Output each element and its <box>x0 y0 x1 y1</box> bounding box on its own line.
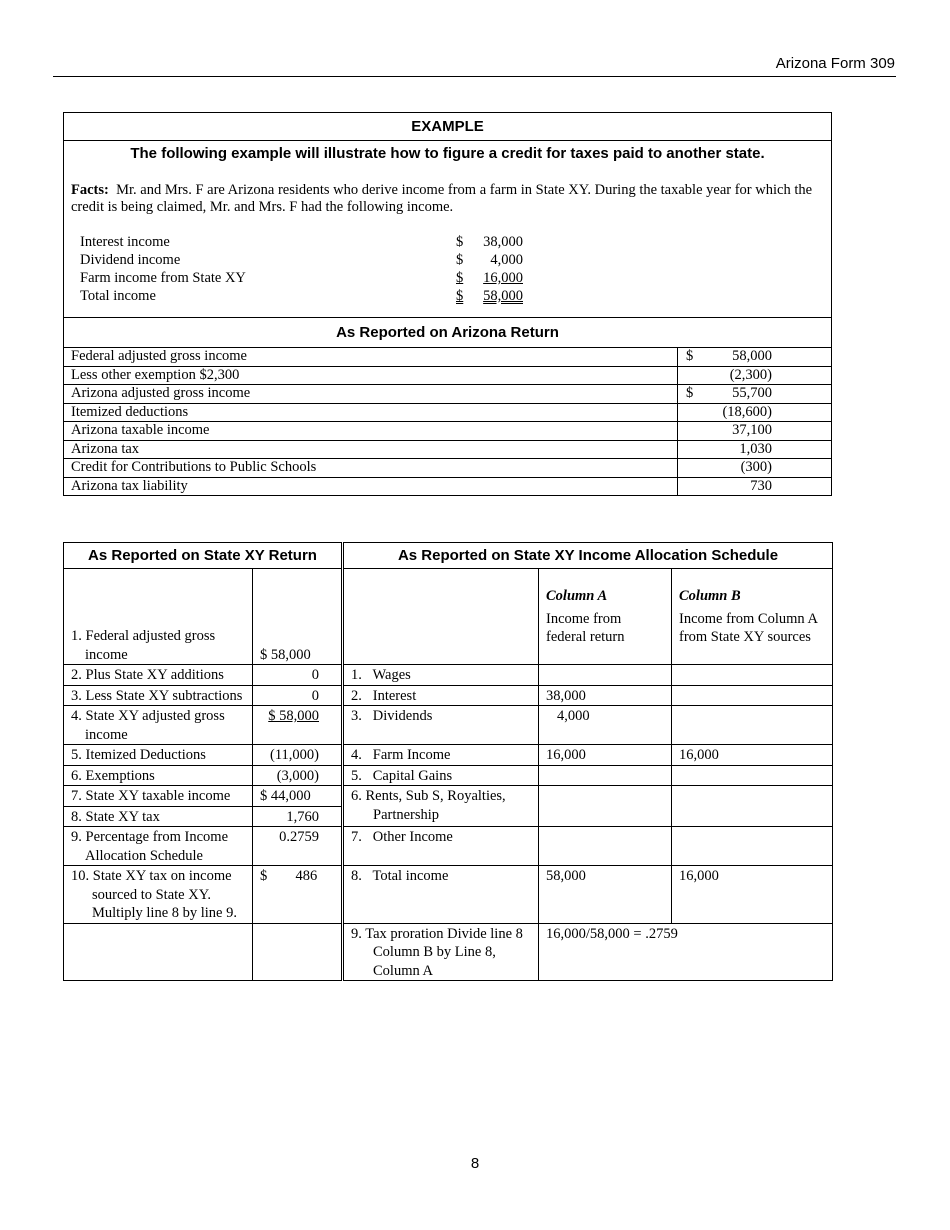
table-row <box>64 422 831 441</box>
column-b-value <box>672 765 833 786</box>
amount-value: 1,030 <box>739 440 772 457</box>
left-row-label <box>64 786 253 807</box>
right-row-label: 7. Other Income <box>343 827 539 866</box>
left-row-label <box>64 806 253 827</box>
left-row-label <box>64 569 253 665</box>
empty-cell <box>253 923 343 981</box>
line-1-label: 1. Federal adjusted gross income <box>71 628 216 663</box>
column-a-value: 4,000 <box>539 706 672 745</box>
line-label: 8. State XY tax <box>71 808 160 825</box>
facts-label: Facts: <box>71 182 109 198</box>
example-title: EXAMPLE <box>64 113 831 141</box>
line-label: 5. Itemized Deductions <box>71 747 206 763</box>
table-row <box>64 403 831 422</box>
example-subtitle: The following example will illustrate how to figure a credit for taxes paid to another state. <box>130 145 765 162</box>
column-b-value <box>672 786 833 827</box>
arizona-table <box>64 348 831 495</box>
column-b-value <box>672 665 833 686</box>
table-row <box>64 348 831 366</box>
right-row-label: 2. Interest <box>343 685 539 706</box>
column-b-value <box>672 827 833 866</box>
left-row-value: 0 <box>253 665 343 686</box>
row-label: Federal adjusted gross income <box>71 348 247 365</box>
income-total-value: 58,000 <box>483 288 523 304</box>
dollar-sign: $ <box>456 270 464 286</box>
amount-value: 58,000 <box>732 348 772 365</box>
page-number: 8 <box>470 1155 480 1172</box>
dollar-sign: $ <box>686 385 694 402</box>
line-9-label: 9. Tax proration Divide line 8 Column B by Line 8, Column A <box>351 925 523 979</box>
column-b-value: 16,000 <box>672 866 833 924</box>
column-header-spacer <box>343 569 539 665</box>
dollar-sign: $ <box>260 868 268 884</box>
row-label: Arizona taxable income <box>64 422 678 441</box>
column-b-value <box>672 706 833 745</box>
allocation-schedule-heading: As Reported on State XY Income Allocation Schedule <box>343 543 833 569</box>
column-a-value: 58,000 <box>539 866 672 924</box>
dollar-sign: $ <box>456 288 464 304</box>
left-row-value: $ 58,000 <box>253 706 343 745</box>
left-row-value: 0 <box>253 685 343 706</box>
right-row-label: 4. Farm Income <box>343 745 539 766</box>
row-amount <box>678 477 832 495</box>
left-row-label <box>64 827 253 866</box>
row-label: Arizona tax <box>64 440 678 459</box>
facts-paragraph <box>71 182 824 216</box>
arizona-heading: As Reported on Arizona Return <box>64 317 831 348</box>
left-row-value <box>253 866 343 924</box>
row-amount <box>678 348 832 366</box>
column-a-value: 38,000 <box>539 685 672 706</box>
amount-value: 37,100 <box>732 422 772 439</box>
dollar-sign: $ <box>456 234 464 250</box>
table-row <box>64 385 831 404</box>
column-b-desc: Income from Column A from State XY sources <box>679 610 818 645</box>
table-row <box>64 440 831 459</box>
column-a-value <box>539 665 672 686</box>
row-label: Itemized deductions <box>64 403 678 422</box>
amount-value: (18,600) <box>722 403 772 420</box>
row-label: Less other exemption $2,300 <box>64 366 678 385</box>
column-a-value <box>539 765 672 786</box>
row-amount <box>678 403 832 422</box>
facts-text: Mr. and Mrs. F are Arizona residents who derive income from a farm in State XY. During the taxable year for which the credit is being claimed, Mr. and Mrs. F had the following income. <box>71 182 813 215</box>
income-value: 4,000 <box>490 252 523 268</box>
left-row-value: $ 44,000 <box>253 786 343 807</box>
proration-value: 16,000/58,000 = .2759 <box>539 923 833 981</box>
income-list <box>64 233 831 311</box>
column-b-header <box>672 569 833 665</box>
left-row-label <box>64 866 253 924</box>
empty-cell <box>64 923 253 981</box>
column-a-title: Column A <box>546 588 608 604</box>
row-amount <box>678 422 832 441</box>
amount-value: (300) <box>740 459 772 476</box>
income-label: Total income <box>80 288 156 304</box>
right-row-label: 5. Capital Gains <box>343 765 539 786</box>
column-a-desc: Income from federal return <box>546 610 625 645</box>
income-label: Interest income <box>80 234 170 250</box>
income-value: 38,000 <box>483 234 523 250</box>
example-box <box>63 112 832 496</box>
dollar-sign: $ <box>456 252 464 268</box>
line-label: 7. State XY taxable income <box>71 788 231 804</box>
state-xy-return-heading: As Reported on State XY Return <box>64 543 343 569</box>
left-row-value: (3,000) <box>253 765 343 786</box>
header-rule <box>53 76 896 77</box>
left-row-value: 0.2759 <box>253 827 343 866</box>
right-row-label: 8. Total income <box>343 866 539 924</box>
table-row <box>64 459 831 478</box>
row-amount <box>678 366 832 385</box>
left-row-value: (11,000) <box>253 745 343 766</box>
column-b-title: Column B <box>679 588 741 604</box>
line-label: 4. State XY adjusted gross income <box>71 708 225 743</box>
amount-value: 55,700 <box>732 385 772 402</box>
income-label: Farm income from State XY <box>80 270 246 286</box>
left-row-value: 1,760 <box>253 806 343 827</box>
line-label: 2. Plus State XY additions <box>71 667 224 683</box>
column-a-value: 16,000 <box>539 745 672 766</box>
column-a-value <box>539 786 672 827</box>
line-label: 9. Percentage from Income Allocation Schedule <box>71 829 229 864</box>
line-label: 6. Exemptions <box>71 767 155 784</box>
line-10-label: 10. State XY tax on income sourced to State XY. Multiply line 8 by line 9. <box>71 868 237 921</box>
dollar-sign: $ <box>686 348 694 365</box>
amount-value: 486 <box>295 868 318 884</box>
right-row-label: 1. Wages <box>343 665 539 686</box>
column-a-value <box>539 827 672 866</box>
row-amount <box>678 459 832 478</box>
row-label: Arizona adjusted gross income <box>64 385 678 404</box>
form-title: Arizona Form 309 <box>775 55 895 72</box>
amount-value: (2,300) <box>729 366 772 383</box>
state-xy-table <box>63 542 833 981</box>
table-row <box>64 477 831 495</box>
row-label: Credit for Contributions to Public Schools <box>64 459 678 478</box>
income-label: Dividend income <box>80 252 181 268</box>
right-row-label <box>343 923 539 981</box>
left-row-label <box>64 665 253 686</box>
right-row-label <box>343 786 539 827</box>
line-label: 3. Less State XY subtractions <box>71 687 243 704</box>
table-row <box>64 366 831 385</box>
left-row-label <box>64 706 253 745</box>
column-b-value <box>672 685 833 706</box>
line-6-label: 6. Rents, Sub S, Royalties, Partnership <box>351 788 506 823</box>
left-row-label <box>64 685 253 706</box>
row-amount <box>678 440 832 459</box>
right-row-label: 3. Dividends <box>343 706 539 745</box>
left-row-value: $ 58,000 <box>253 569 343 665</box>
left-row-label <box>64 765 253 786</box>
column-a-header <box>539 569 672 665</box>
income-value: 16,000 <box>483 270 523 286</box>
row-amount <box>678 385 832 404</box>
left-row-label <box>64 745 253 766</box>
amount-value: 730 <box>750 477 772 494</box>
column-b-value: 16,000 <box>672 745 833 766</box>
row-label: Arizona tax liability <box>64 477 678 495</box>
